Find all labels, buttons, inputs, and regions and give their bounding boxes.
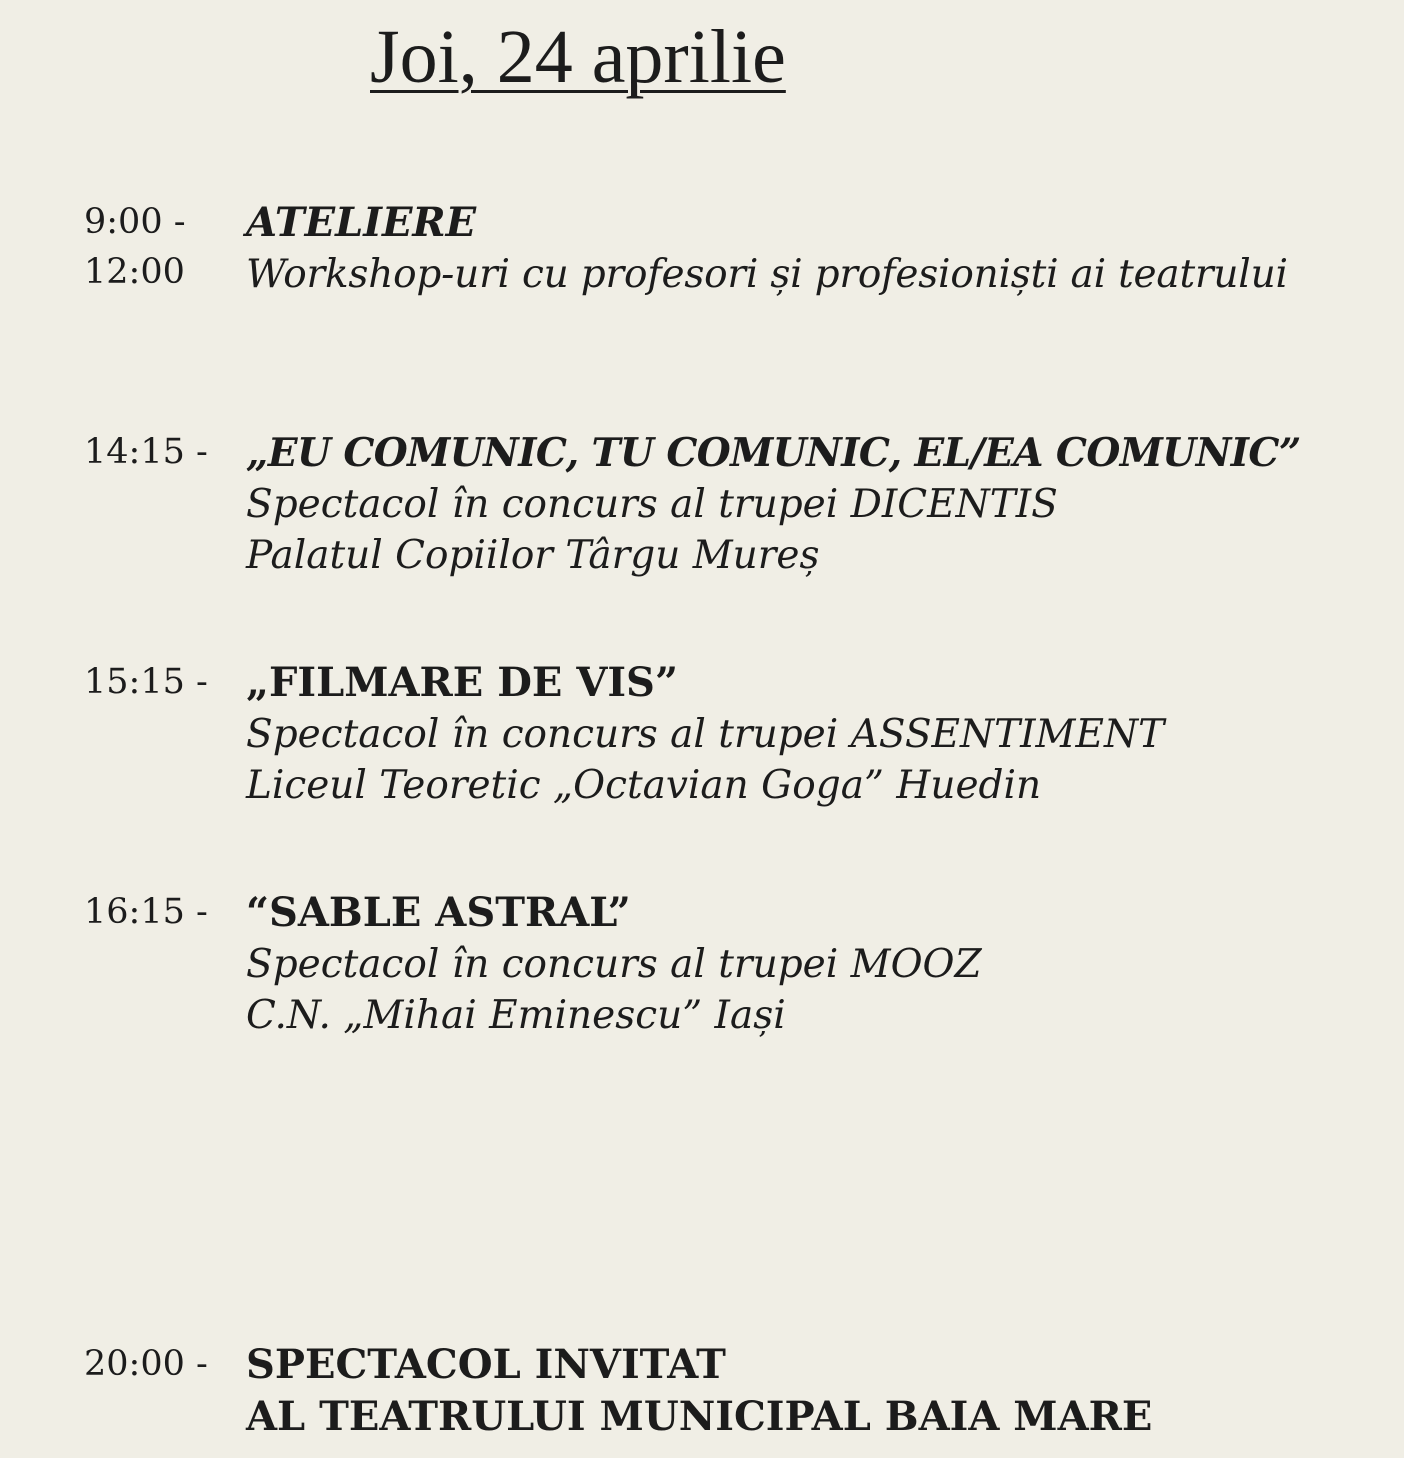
event-title: ATELIERE: [246, 199, 477, 246]
event-description: Workshop-uri cu profesori și profesioniști ai teatrului: [246, 252, 1288, 297]
event-troupe: Spectacol în concurs al trupei DICENTIS: [246, 482, 1058, 527]
event-title: SPECTACOL INVITAT: [246, 1341, 726, 1388]
event-institution: Palatul Copiilor Târgu Mureș: [246, 533, 820, 578]
event-title: “SABLE ASTRAL”: [246, 889, 631, 936]
event-institution: C.N. „Mihai Eminescu” Iași: [246, 993, 786, 1038]
event-details: [246, 1339, 1152, 1443]
event-title: „EU COMUNIC, TU COMUNIC, EL/EA COMUNIC”: [246, 430, 1301, 476]
page-title: Joi, 24 aprilie: [370, 15, 786, 99]
event-details: [246, 197, 1288, 300]
event-institution: Liceul Teoretic „Octavian Goga” Huedin: [246, 763, 1042, 808]
event-troupe: Spectacol în concurs al trupei MOOZ: [246, 942, 982, 987]
event-troupe: Spectacol în concurs al trupei ASSENTIMENT: [246, 712, 1165, 757]
event-time: 16:15 -: [84, 892, 208, 932]
event-time: 9:00 - 12:00: [84, 202, 186, 292]
event-time: 20:00 -: [84, 1344, 208, 1384]
event-details: [246, 427, 1301, 581]
event-details: [246, 887, 982, 1041]
event-title-line-2: AL TEATRULUI MUNICIPAL BAIA MARE: [246, 1393, 1153, 1440]
event-title: „FILMARE DE VIS”: [246, 659, 678, 706]
event-time: 15:15 -: [84, 662, 208, 702]
event-details: [246, 657, 1164, 811]
event-time: 14:15 -: [84, 432, 208, 472]
